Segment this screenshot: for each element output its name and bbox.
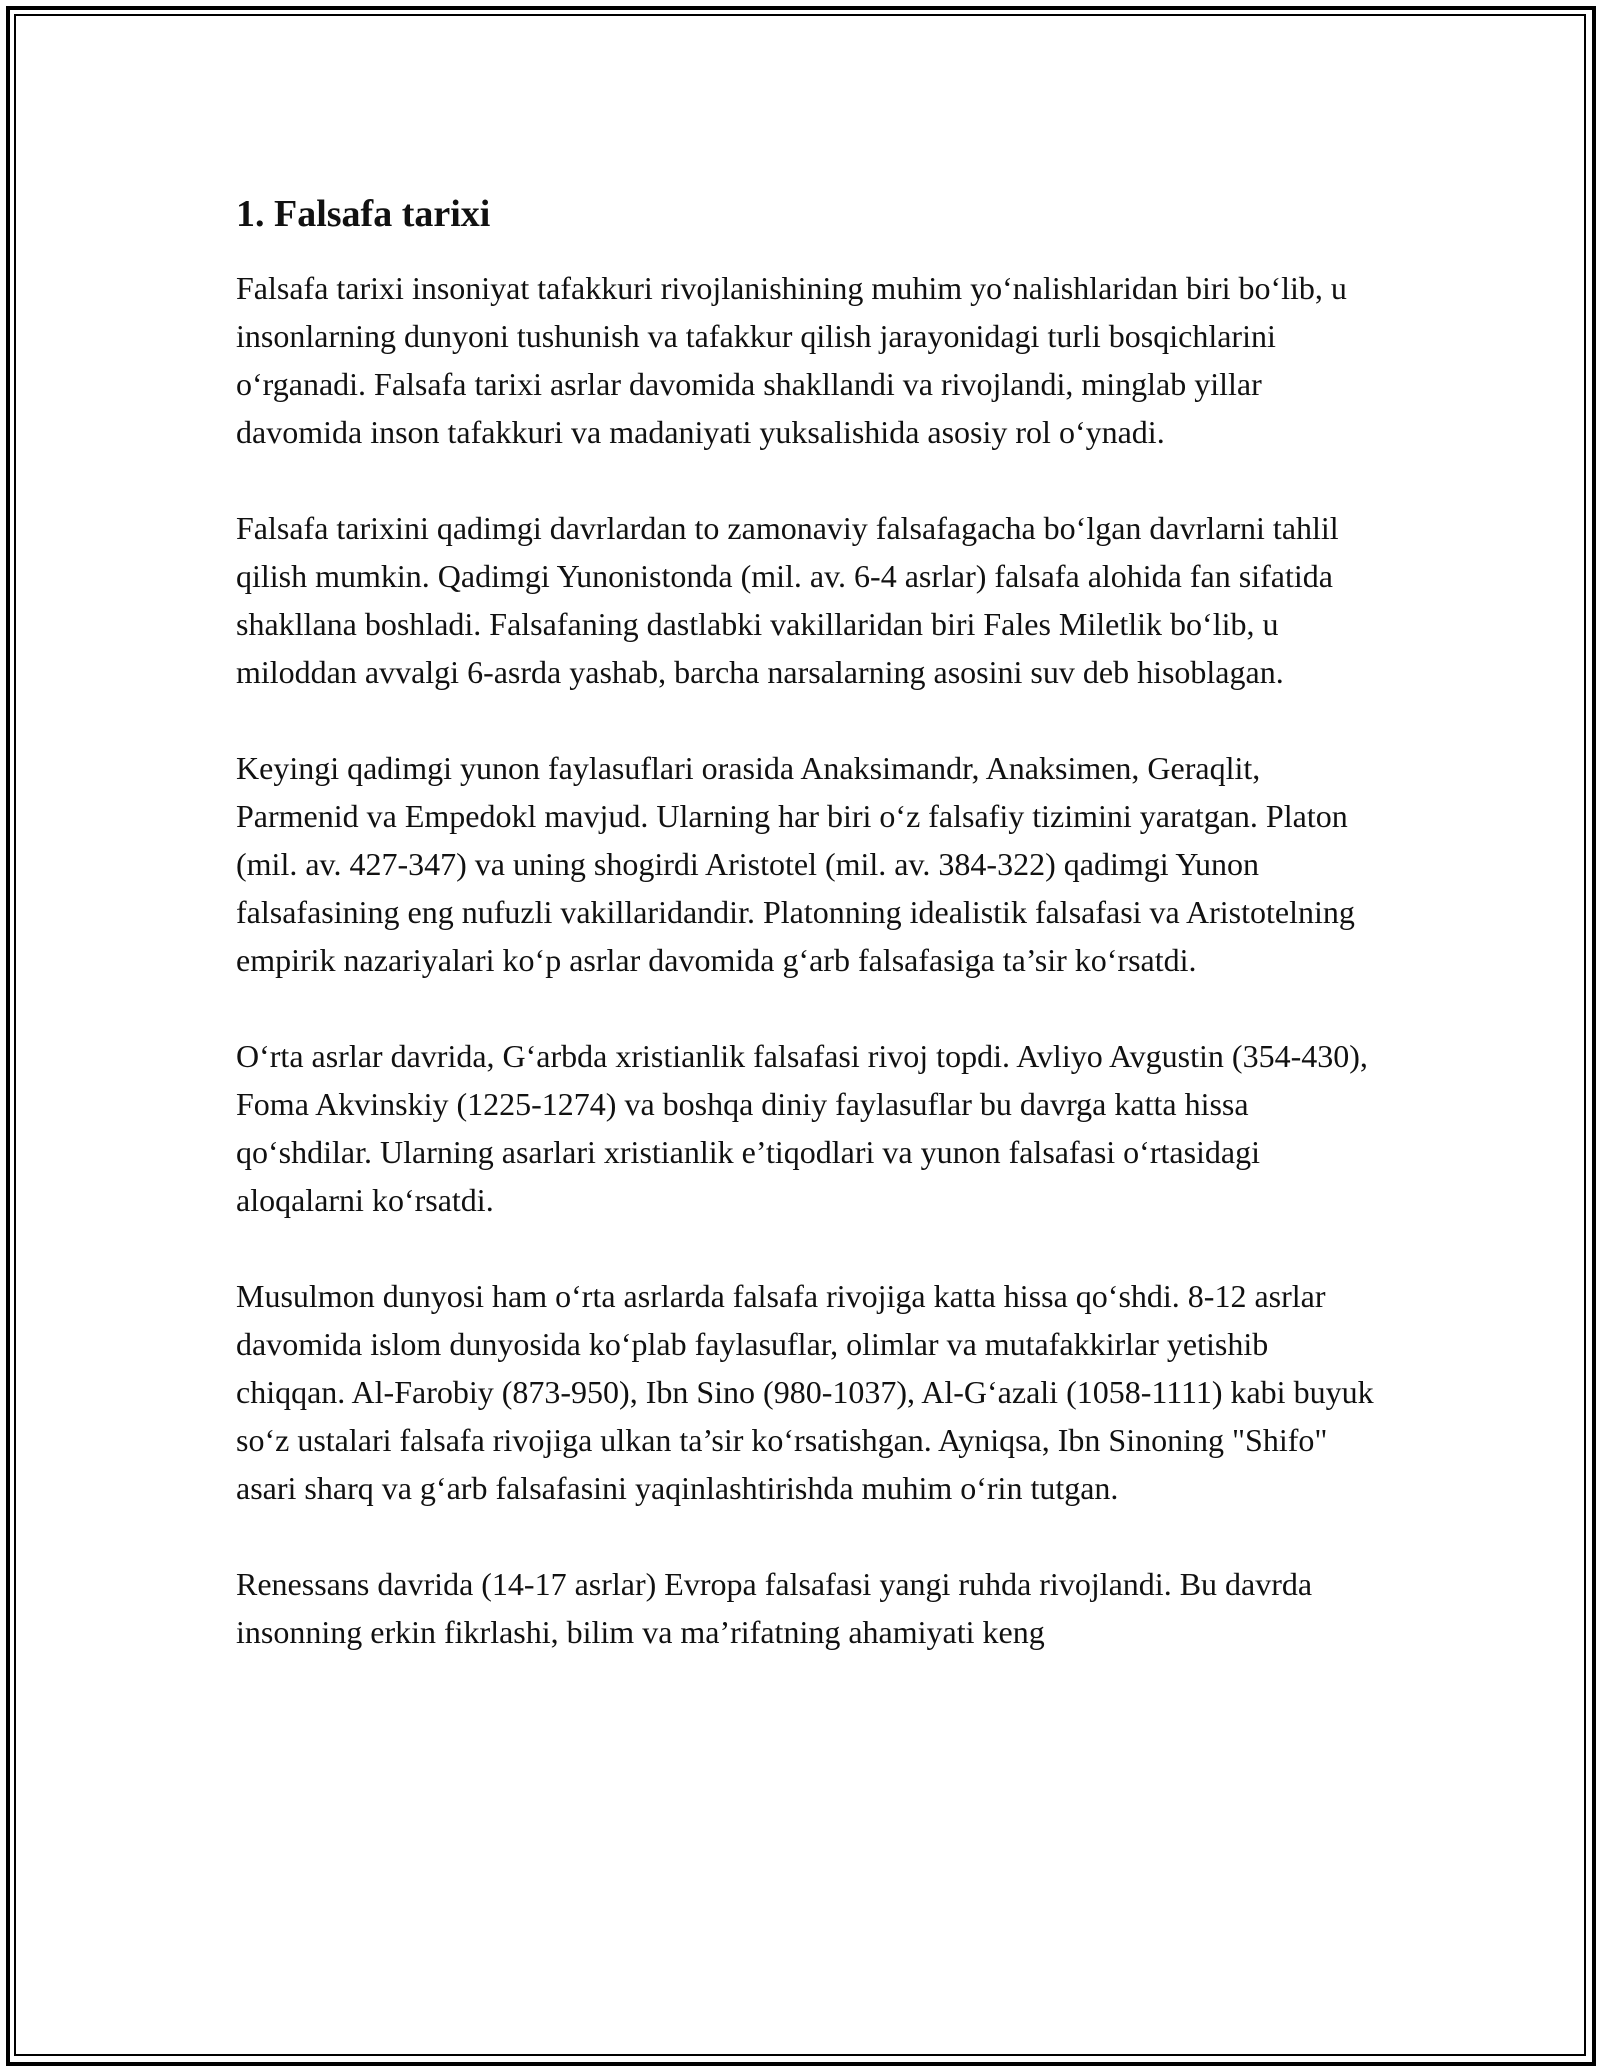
paragraph: Falsafa tarixini qadimgi davrlardan to zamonaviy falsafagacha bo‘lgan davrlarni tahlil qilish mumkin. Qadimgi Yunonistonda (mil. av. 6-4 asrlar) falsafa alohida fan sifatida shakllana boshladi. Falsafaning dastlabki vakillaridan biri Fales Miletlik bo‘lib, u miloddan avvalgi 6-asrda yashab, barcha narsalarning asosini suv deb hisoblagan.	[236, 510, 1339, 690]
paragraph: Musulmon dunyosi ham o‘rta asrlarda falsafa rivojiga katta hissa qo‘shdi. 8-12 asrlar davomida islom dunyosida ko‘plab faylasuflar, olimlar va mutafakkirlar yetishib chiqqan. Al-Farobiy (873-950), Ibn Sino (980-1037), Al-G‘azali (1058-1111) kabi buyuk so‘z ustalari falsafa rivojiga ulkan ta’sir ko‘rsatishgan. Ayniqsa, Ibn Sinoning "Shifo" asari sharq va g‘arb falsafasini yaqinlashtirishda muhim o‘rin tutgan.	[236, 1278, 1374, 1506]
paragraph: Keyingi qadimgi yunon faylasuflari orasida Anaksimandr, Anaksimen, Geraqlit, Parmenid va Empedokl mavjud. Ularning har biri o‘z falsafiy tizimini yaratgan. Platon (mil. av. 427-347) va uning shogirdi Aristotel (mil. av. 384-322) qadimgi Yunon falsafasining eng nufuzli vakillaridandir. Platonning idealistik falsafasi va Aristotelning empirik nazariyalari ko‘p asrlar davomida g‘arb falsafasiga ta’sir ko‘rsatdi.	[236, 750, 1355, 978]
document-body	[236, 190, 1376, 1704]
section-heading: 1. Falsafa tarixi	[236, 193, 491, 235]
paragraph: Renessans davrida (14-17 asrlar) Evropa falsafasi yangi ruhda rivojlandi. Bu davrda insonning erkin fikrlashi, bilim va ma’rifatning ahamiyati keng	[236, 1566, 1313, 1650]
paragraph: Falsafa tarixi insoniyat tafakkuri rivojlanishining muhim yo‘nalishlaridan biri bo‘lib, u insonlarning dunyoni tushunish va tafakkur qilish jarayonidagi turli bosqichlarini o‘rganadi. Falsafa tarixi asrlar davomida shakllandi va rivojlandi, minglab yillar davomida inson tafakkuri va madaniyati yuksalishida asosiy rol o‘ynadi.	[236, 270, 1347, 450]
paragraph: O‘rta asrlar davrida, G‘arbda xristianlik falsafasi rivoj topdi. Avliyo Avgustin (354-430), Foma Akvinskiy (1225-1274) va boshqa diniy faylasuflar bu davrga katta hissa qo‘shdilar. Ularning asarlari xristianlik e’tiqodlari va yunon falsafasi o‘rtasidagi aloqalarni ko‘rsatdi.	[236, 1038, 1368, 1218]
